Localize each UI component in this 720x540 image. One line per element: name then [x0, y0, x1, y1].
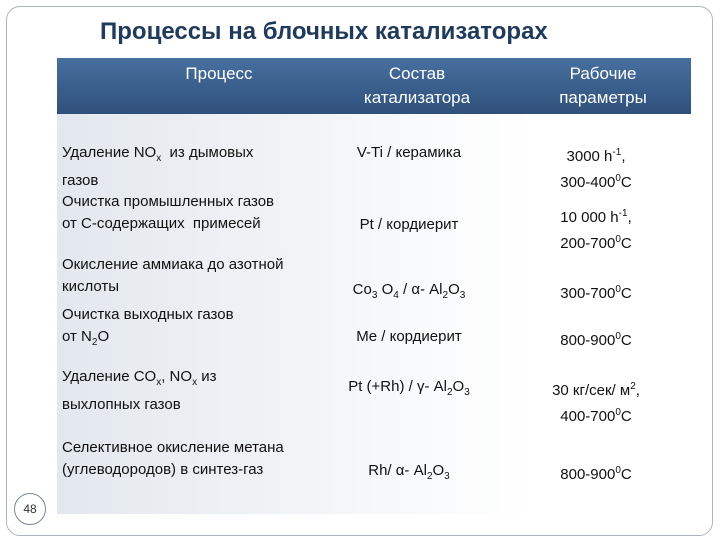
table-header — [57, 58, 691, 114]
row-6-process: Селективное окисление метана (углеводородов) в синтез-газ — [62, 439, 284, 478]
row-1-catalyst: V-Ti / керамика — [356, 144, 462, 161]
row-6-catalyst: Rh/ α- $Al_2O_3$ — [368, 462, 450, 482]
row-2-catalyst: Pt / кордиерит — [359, 216, 459, 233]
row-5-params: 30 кг/сек/ $м^2$, $400-700^0C$ — [552, 381, 640, 425]
row-1-process: Удаление $NO_x$ из дымовых газов — [62, 144, 254, 189]
row-5-process: Удаление $CO_x$, $NO_x$ из выхлопных газов — [62, 368, 217, 413]
header-process: Процесс — [185, 64, 253, 83]
row-2-params: 10 000 $h^{-1}$, $200-700^0C$ — [560, 208, 632, 252]
row-4-process: Очистка выходных газов от $N_2O$ — [62, 306, 234, 348]
row-1-params: 3000 $h^{-1}$, $300-400^0C$ — [560, 147, 632, 191]
slide-title: Процессы на блочных катализаторах — [100, 18, 548, 45]
header-params: Рабочие параметры — [559, 64, 647, 107]
row-2-process: Очистка промышленных газов от С-содержащих примесей — [62, 193, 275, 232]
page-number: 48 — [14, 493, 46, 525]
row-5-catalyst: Pt (+Rh) / γ- $Al_2O_3$ — [348, 378, 470, 398]
row-4-params: $800-900^0C$ — [560, 331, 632, 349]
row-3-catalyst: $Co_3$ $O_4 / \alpha-$ $Al_2O_3$ — [352, 281, 466, 301]
row-6-params: $800-900^0C$ — [560, 465, 632, 483]
row-3-process: Окисление аммиака до азотной кислоты — [62, 256, 284, 295]
header-catalyst: Состав катализатора — [363, 64, 471, 107]
row-4-catalyst: Me / кордиерит — [356, 328, 462, 345]
row-3-params: $300-700^0C$ — [560, 284, 632, 302]
